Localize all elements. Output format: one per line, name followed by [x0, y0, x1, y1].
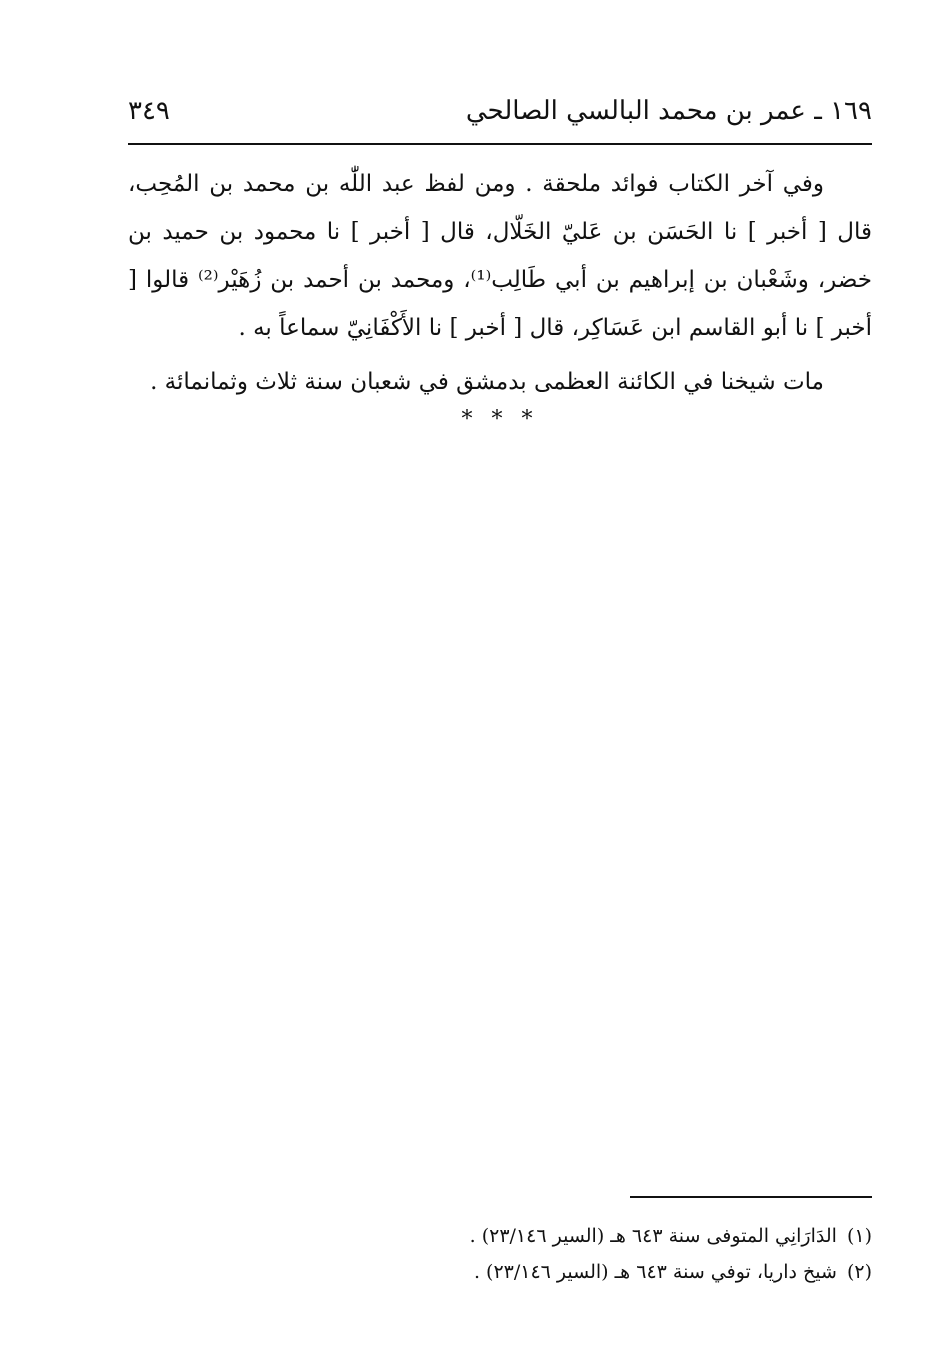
footnotes	[128, 1218, 872, 1290]
header-divider	[128, 143, 872, 145]
footnote-2	[128, 1254, 872, 1290]
section-separator: * * *	[461, 407, 539, 432]
paragraph-1: وفي آخر الكتاب فوائد ملحقة . ومن لفظ عبد اللّٰه بن محمد بن المُحِب، قال [ أخبر ] نا الحَسَن بن عَليّ الخَلّال، قال [ أخبر ] نا محمود بن حميد بن خضر، وشَعْبان بن إبراهيم بن أبي طَالِب⁽¹⁾، ومحمد بن أحمد بن زُهَيْر⁽²⁾ قالوا [ أخبر ] نا أبو القاسم ابن عَسَاكِر، قال [ أخبر ] نا الأَكْفَانِيّ سماعاً به .	[128, 171, 872, 341]
page-number: ٣٤٩	[128, 96, 170, 126]
footnote-text: شيخ داريا، توفي سنة ٦٤٣ هـ (السير ٢٣/١٤٦) .	[473, 1261, 837, 1283]
footnote-marker: (٢)	[846, 1261, 872, 1283]
footnote-marker: (١)	[846, 1225, 872, 1247]
footnote-divider	[630, 1196, 872, 1198]
main-text	[128, 160, 872, 406]
footnote-text: الدَارَانِي المتوفى سنة ٦٤٣ هـ (السير ٢٣/١٤٦) .	[469, 1225, 837, 1247]
running-header	[128, 88, 872, 134]
paragraph-2: مات شيخنا في الكائنة العظمى بدمشق في شعبان سنة ثلاث وثمانمائة .	[150, 369, 824, 395]
running-header-title: ١٦٩ ـ عمر بن محمد البالسي الصالحي	[465, 96, 872, 126]
footnote-1	[128, 1218, 872, 1254]
